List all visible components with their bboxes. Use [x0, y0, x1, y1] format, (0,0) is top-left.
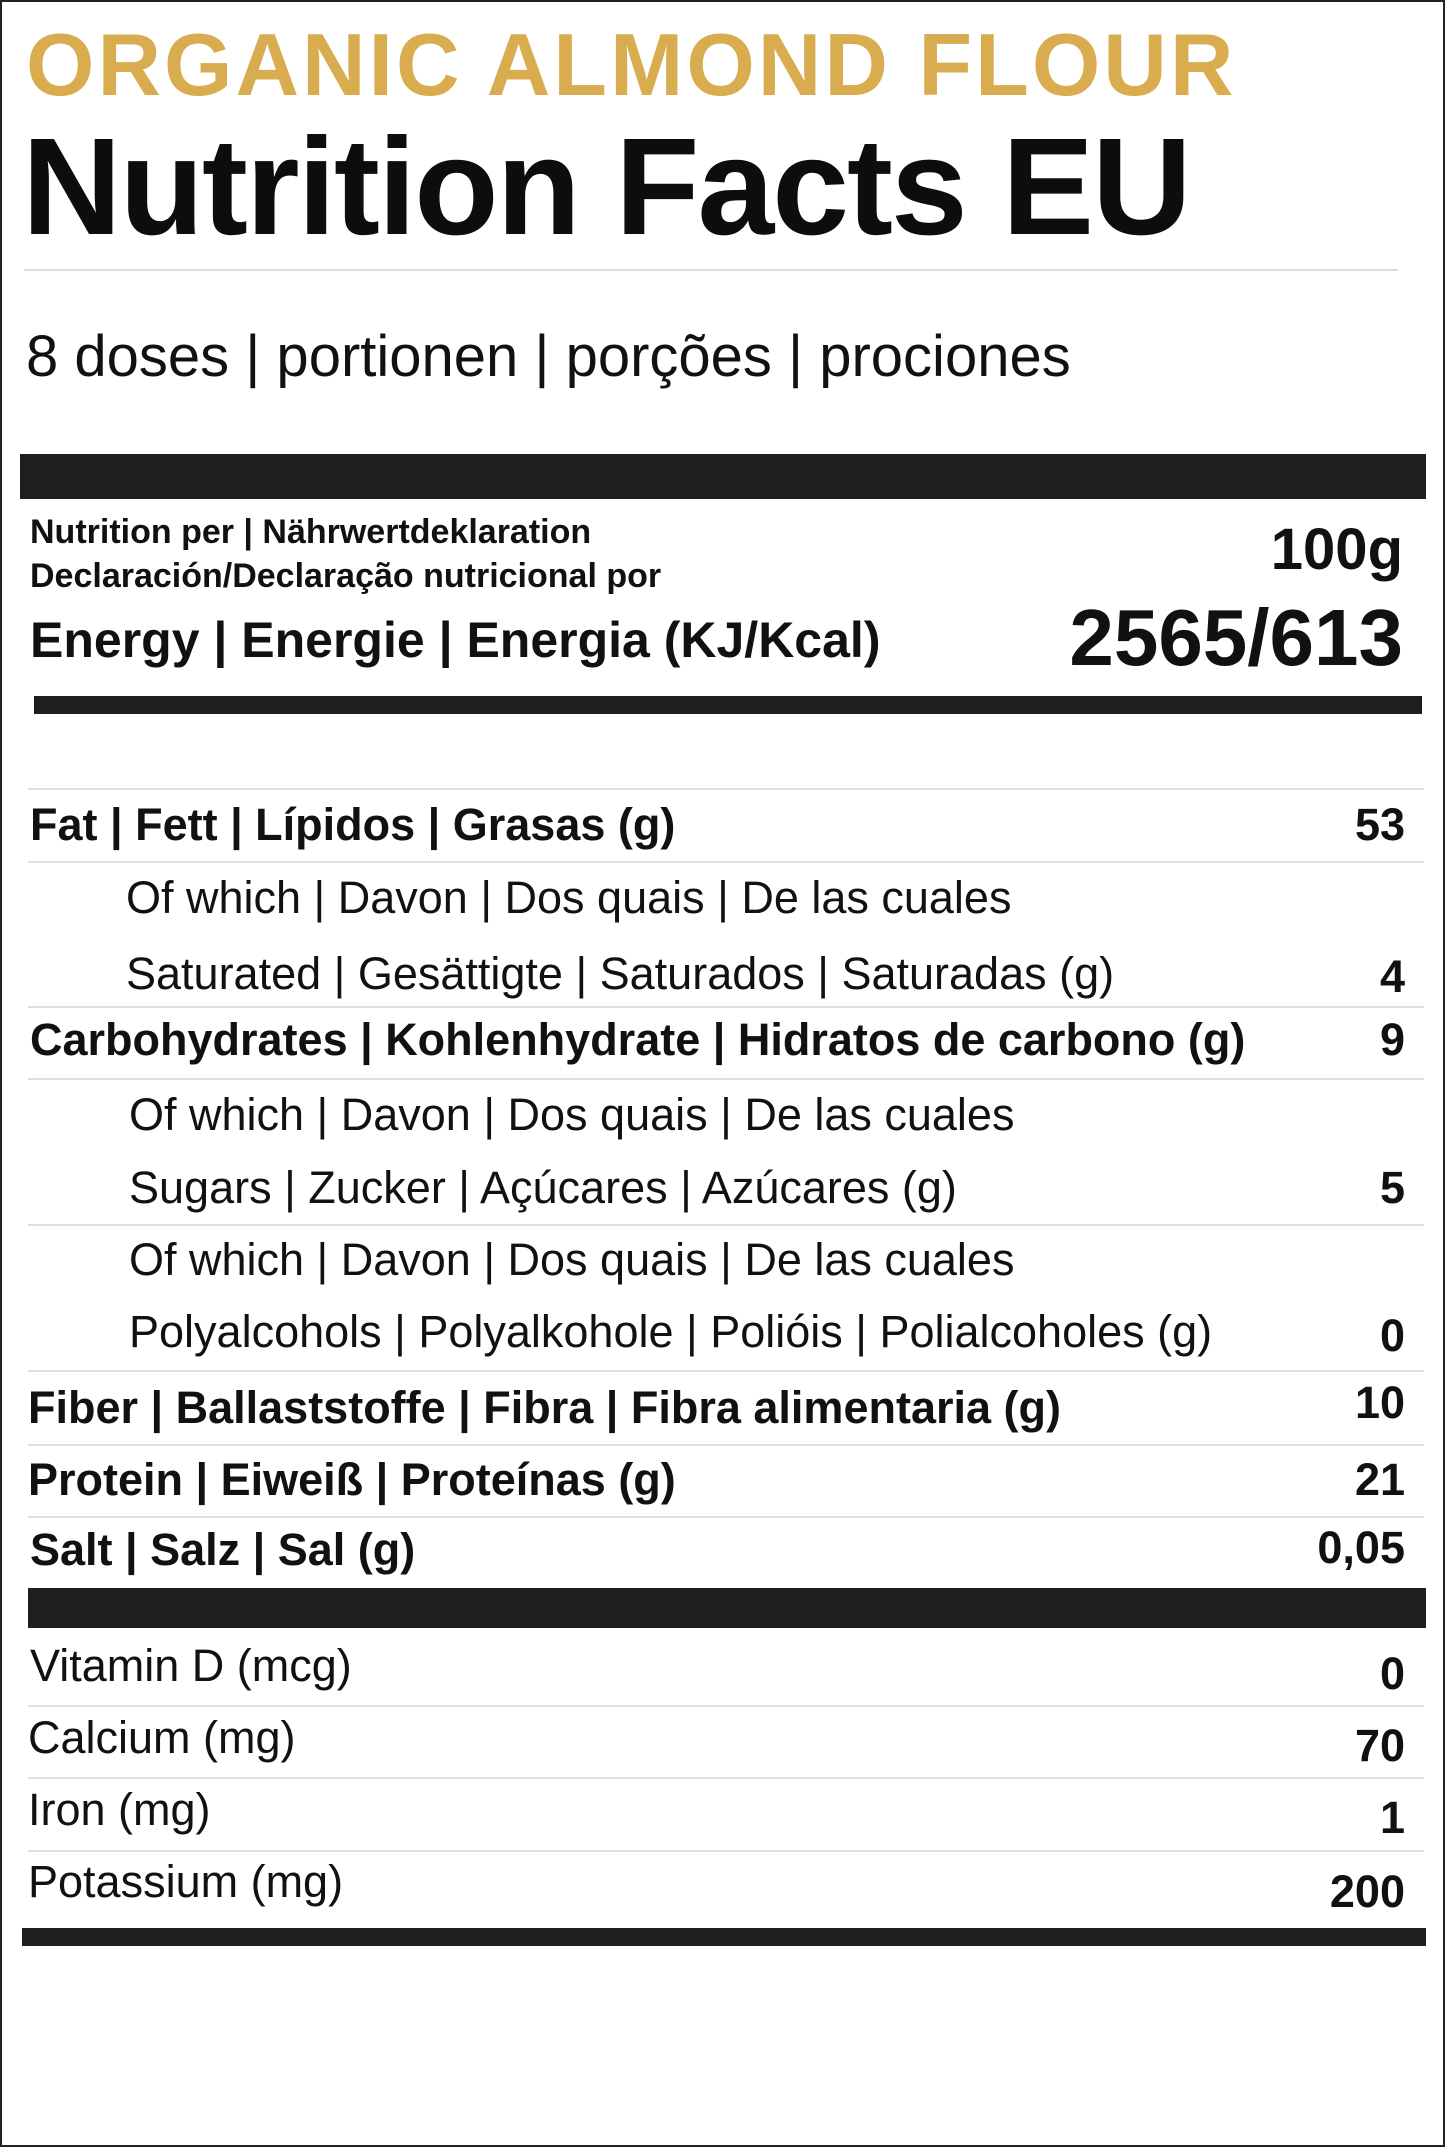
- nutrient-label-salt: Salt | Salz | Sal (g): [30, 1524, 416, 1575]
- nutrient-label-sugars: Sugars | Zucker | Açúcares | Azúcares (g): [129, 1162, 957, 1213]
- row-divider: [28, 861, 1424, 863]
- energy-bar: [34, 696, 1422, 714]
- minerals-bar: [28, 1588, 1426, 1628]
- row-divider: [28, 1777, 1424, 1779]
- nutrient-label-polyalcohols: Polyalcohols | Polyalkohole | Polióis | Polialcoholes (g): [129, 1306, 1213, 1357]
- nutrient-label-of-which: Of which | Davon | Dos quais | De las cuales: [129, 1234, 1015, 1285]
- nutrient-label-protein: Protein | Eiweiß | Proteínas (g): [28, 1454, 676, 1505]
- nutrient-value-fat: 53: [1354, 799, 1405, 850]
- nutrient-label-of-which: Of which | Davon | Dos quais | De las cuales: [126, 872, 1012, 923]
- row-divider: [28, 1006, 1424, 1008]
- title-divider: [24, 269, 1398, 271]
- nutrient-label-fiber: Fiber | Ballaststoffe | Fibra | Fibra alimentaria (g): [28, 1382, 1061, 1433]
- page-title: Nutrition Facts EU: [22, 110, 1190, 264]
- nutrient-value-salt: 0,05: [1317, 1522, 1405, 1573]
- row-divider: [28, 1516, 1424, 1518]
- mineral-label-potassium: Potassium (mg): [28, 1856, 344, 1907]
- energy-label: Energy | Energie | Energia (KJ/Kcal): [30, 612, 881, 668]
- nutrient-value-sugars: 5: [1379, 1162, 1405, 1213]
- row-divider: [28, 1224, 1424, 1226]
- nutrient-label-carbohydrates: Carbohydrates | Kohlenhydrate | Hidratos de carbono (g): [30, 1014, 1246, 1065]
- nutrient-value-polyalcohols: 0: [1379, 1310, 1405, 1361]
- reference-amount: 100g: [1270, 517, 1403, 582]
- mineral-value-potassium: 200: [1329, 1866, 1405, 1917]
- row-divider: [28, 788, 1424, 790]
- mineral-label-vitamin-d: Vitamin D (mcg): [30, 1640, 352, 1691]
- nutrient-value-protein: 21: [1354, 1454, 1405, 1505]
- nutrient-value-fiber: 10: [1354, 1377, 1405, 1428]
- nutrient-label-fat: Fat | Fett | Lípidos | Grasas (g): [30, 799, 676, 850]
- top-bar: [20, 454, 1426, 499]
- declaration-line-1: Nutrition per | Nährwertdeklaration: [30, 513, 592, 551]
- row-divider: [28, 1444, 1424, 1446]
- row-divider: [28, 1850, 1424, 1852]
- servings-text: 8 doses | portionen | porções | prociones: [26, 324, 1071, 389]
- mineral-label-iron: Iron (mg): [28, 1784, 211, 1835]
- declaration-line-2: Declaración/Declaração nutricional por: [30, 557, 662, 595]
- nutrient-value-saturated: 4: [1379, 951, 1405, 1002]
- row-divider: [28, 1370, 1424, 1372]
- nutrient-label-of-which: Of which | Davon | Dos quais | De las cuales: [129, 1089, 1015, 1140]
- nutrient-value-carbohydrates: 9: [1379, 1014, 1405, 1065]
- product-name: ORGANIC ALMOND FLOUR: [26, 15, 1237, 114]
- mineral-value-iron: 1: [1379, 1792, 1405, 1843]
- mineral-label-calcium: Calcium (mg): [28, 1712, 296, 1763]
- nutrient-label-saturated: Saturated | Gesättigte | Saturados | Saturadas (g): [126, 948, 1115, 999]
- energy-value: 2565/613: [1069, 593, 1403, 682]
- row-divider: [28, 1078, 1424, 1080]
- mineral-value-vitamin-d: 0: [1379, 1648, 1405, 1699]
- row-divider: [28, 1705, 1424, 1707]
- mineral-value-calcium: 70: [1354, 1720, 1405, 1771]
- bottom-bar: [22, 1928, 1426, 1946]
